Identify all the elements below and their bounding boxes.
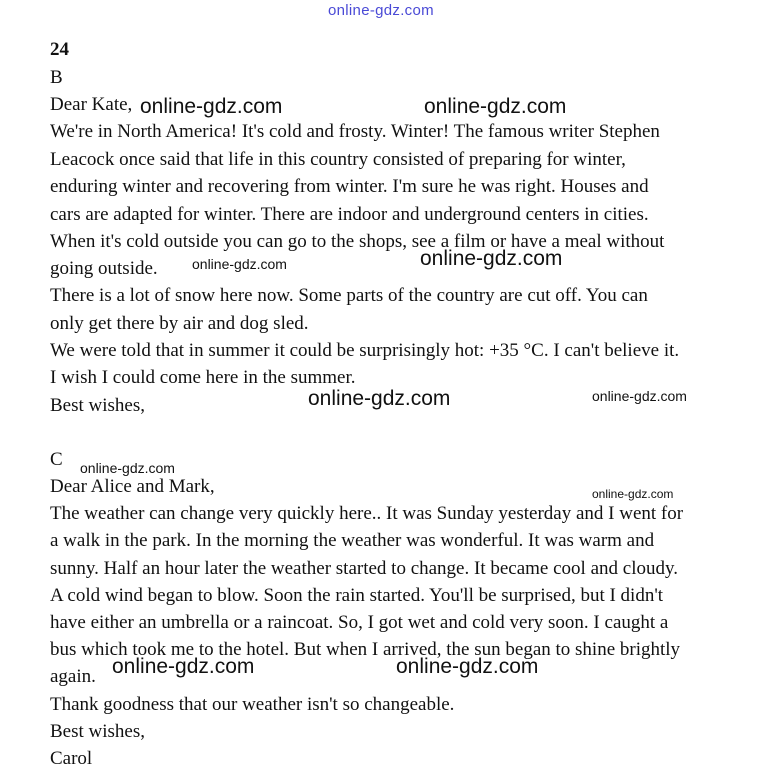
watermark: online-gdz.com — [592, 487, 674, 501]
letter-b-line: We're in North America! It's cold and frosty. Winter! The famous writer Stephen — [50, 121, 660, 142]
letter-c-signature: Carol — [50, 748, 93, 769]
letter-b-label: B — [50, 67, 63, 88]
letter-c-line: a walk in the park. In the morning the weather was wonderful. It was warm and — [50, 530, 655, 551]
letter-b-line: only get there by air and dog sled. — [50, 313, 309, 334]
letter-c-label: C — [50, 449, 63, 470]
letter-b-line: enduring winter and recovering from winter. I'm sure he was right. Houses and — [50, 176, 649, 197]
watermark: online-gdz.com — [424, 95, 567, 118]
watermark: online-gdz.com — [420, 247, 563, 270]
letter-c-line: Thank goodness that our weather isn't so changeable. — [50, 694, 455, 715]
site-header-watermark: online-gdz.com — [328, 2, 434, 19]
watermark: online-gdz.com — [80, 460, 175, 476]
letter-c-line: again. — [50, 666, 96, 687]
watermark: online-gdz.com — [308, 387, 451, 410]
letter-b-line: I wish I could come here in the summer. — [50, 367, 356, 388]
watermark: online-gdz.com — [112, 655, 255, 678]
letter-c-greeting: Dear Alice and Mark, — [50, 476, 215, 497]
letter-c-line: The weather can change very quickly here.. It was Sunday yesterday and I went for — [50, 503, 684, 524]
watermark: online-gdz.com — [592, 388, 687, 404]
letter-c-line: bus which took me to the hotel. But when I arrived, the sun began to shine brightly — [50, 639, 681, 660]
letter-b-line: When it's cold outside you can go to the shops, see a film or have a meal without — [50, 231, 665, 252]
letter-b-greeting: Dear Kate, — [50, 94, 133, 115]
exercise-number: 24 — [50, 39, 69, 60]
letter-b-closing: Best wishes, — [50, 395, 145, 416]
watermark: online-gdz.com — [396, 655, 539, 678]
letter-c-closing: Best wishes, — [50, 721, 145, 742]
watermark: online-gdz.com — [140, 95, 283, 118]
letter-b-line: Leacock once said that life in this country consisted of preparing for winter, — [50, 149, 626, 170]
letter-b-line: There is a lot of snow here now. Some parts of the country are cut off. You can — [50, 285, 648, 306]
letter-b-line: going outside. — [50, 258, 158, 279]
letter-c-line: A cold wind began to blow. Soon the rain started. You'll be surprised, but I didn't — [50, 585, 664, 606]
letter-c-line: sunny. Half an hour later the weather started to change. It became cool and cloudy. — [50, 558, 678, 579]
watermark: online-gdz.com — [192, 256, 287, 272]
letter-b-line: cars are adapted for winter. There are indoor and underground centers in cities. — [50, 204, 649, 225]
letter-c-line: have either an umbrella or a raincoat. So, I got wet and cold very soon. I caught a — [50, 612, 669, 633]
letter-b-line: We were told that in summer it could be surprisingly hot: +35 °C. I can't believe it. — [50, 340, 680, 361]
